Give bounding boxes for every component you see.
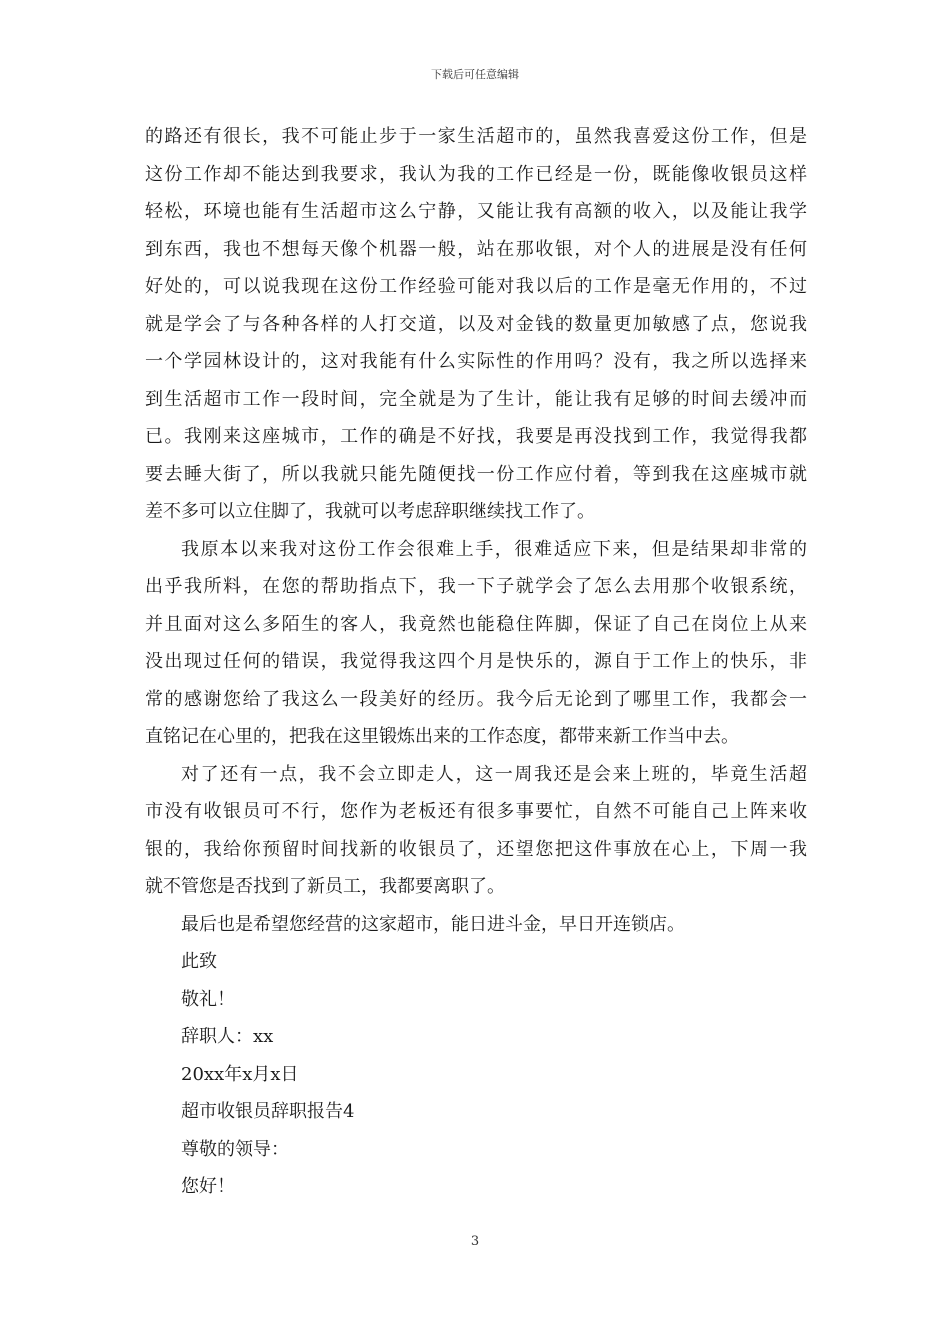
body-line: 常的感谢您给了我这么一段美好的经历。我今后无论到了哪里工作，我都会一 (145, 688, 807, 710)
body-line: 的路还有很长，我不可能止步于一家生活超市的，虽然我喜爱这份工作，但是 (145, 126, 807, 147)
page-header-note: 下载后可任意编辑 (431, 68, 519, 81)
body-line: 直铭记在心里的，把我在这里锻炼出来的工作态度，都带来新工作当中去。 (145, 726, 739, 747)
section-title: 超市收银员辞职报告4 (181, 1101, 355, 1122)
signature-line: 辞职人：xx (181, 1026, 274, 1047)
body-line: 到东西，我也不想每天像个机器一般，站在那收银，对个人的进展是没有任何 (145, 238, 807, 260)
document-body (145, 118, 807, 1206)
body-line: 就是学会了与各种各样的人打交道，以及对金钱的数量更加敏感了点，您说我 (145, 313, 807, 335)
body-line: 一个学园林设计的，这对我能有什么实际性的作用吗？没有，我之所以选择来 (145, 351, 807, 372)
body-line: 银的，我给你预留时间找新的收银员了，还望您把这件事放在心上，下周一我 (145, 838, 807, 860)
body-line: 我原本以来我对这份工作会很难上手，很难适应下来，但是结果却非常的 (181, 538, 807, 560)
body-line: 最后也是希望您经营的这家超市，能日进斗金，早日开连锁店。 (181, 913, 685, 935)
body-line: 就不管您是否找到了新员工，我都要离职了。 (145, 876, 505, 897)
page-number: 3 (470, 1234, 480, 1249)
closing-line: 敬礼！ (181, 988, 235, 1010)
body-line: 已。我刚来这座城市，工作的确是不好找，我要是再没找到工作，我觉得我都 (145, 426, 807, 447)
body-line: 出乎我所料，在您的帮助指点下，我一下子就学会了怎么去用那个收银系统， (145, 576, 807, 597)
body-line: 差不多可以立住脚了，我就可以考虑辞职继续找工作了。 (145, 501, 595, 522)
body-line: 到生活超市工作一段时间，完全就是为了生计，能让我有足够的时间去缓冲而 (145, 388, 807, 410)
salutation-line: 尊敬的领导： (181, 1138, 289, 1160)
body-line: 好处的，可以说我现在这份工作经验可能对我以后的工作是毫无作用的，不过 (145, 276, 807, 297)
body-line: 要去睡大街了，所以我就只能先随便找一份工作应付着，等到我在这座城市就 (145, 463, 807, 485)
body-line: 没出现过任何的错误，我觉得我这四个月是快乐的，源自于工作上的快乐，非 (145, 651, 807, 672)
body-line: 轻松，环境也能有生活超市这么宁静，又能让我有高额的收入，以及能让我学 (145, 201, 807, 222)
greeting-line: 您好！ (181, 1176, 235, 1197)
body-line: 市没有收银员可不行，您作为老板还有很多事要忙，自然不可能自己上阵来收 (145, 801, 807, 822)
body-line: 对了还有一点，我不会立即走人，这一周我还是会来上班的，毕竟生活超 (181, 763, 807, 785)
body-line: 这份工作却不能达到我要求，我认为我的工作已经是一份，既能像收银员这样 (145, 163, 807, 185)
closing-line: 此致 (181, 951, 217, 972)
body-line: 并且面对这么多陌生的客人，我竟然也能稳住阵脚，保证了自己在岗位上从来 (145, 613, 807, 635)
date-line: 20xx年x月x日 (181, 1063, 299, 1085)
